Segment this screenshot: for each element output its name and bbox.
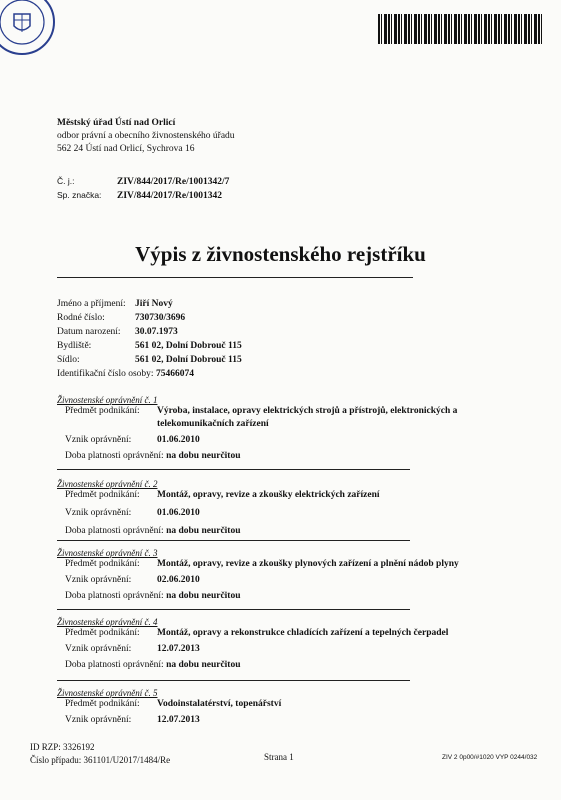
field-label: Vznik oprávnění: xyxy=(65,644,132,654)
field-label: Identifikační číslo osoby: xyxy=(57,369,154,379)
field-label: Doba platnosti oprávnění: xyxy=(65,591,164,601)
license-origin: 12.07.2013 xyxy=(157,715,200,725)
person-row xyxy=(57,353,242,367)
field-value: Jiří Nový xyxy=(135,299,173,309)
license-section xyxy=(57,395,497,463)
title-divider xyxy=(57,277,413,278)
footer-id-rzp: ID RZP: 3326192 xyxy=(30,742,95,752)
license-subject: Výroba, instalace, opravy elektrických strojů a přístrojů, elektronických a telekomunikačních zařízení xyxy=(157,406,458,429)
field-value: 730730/3696 xyxy=(135,313,186,323)
license-subject-row xyxy=(57,405,497,431)
field-label: Doba platnosti oprávnění: xyxy=(65,451,164,461)
license-section xyxy=(57,479,497,538)
license-section xyxy=(57,688,497,727)
license-origin-row xyxy=(57,507,497,520)
field-label: Jméno a příjmení: xyxy=(57,299,126,309)
license-validity: na dobu neurčitou xyxy=(166,451,241,461)
field-label: Předmět podnikání: xyxy=(65,699,140,709)
reference-label: Sp. značka: xyxy=(57,190,102,200)
license-origin: 12.07.2013 xyxy=(157,644,200,654)
field-label: Bydliště: xyxy=(57,341,92,351)
field-value: 75466074 xyxy=(155,369,194,379)
field-label: Sídlo: xyxy=(57,355,80,365)
form-code: ZIV 2 0p00/#1020 VYP 0244/032 xyxy=(442,754,538,761)
person-row xyxy=(57,311,242,325)
license-origin: 01.06.2010 xyxy=(157,435,200,445)
issuing-office xyxy=(57,117,235,156)
reference-label: Č. j.: xyxy=(57,176,75,186)
field-value: 561 02, Dolní Dobrouč 115 xyxy=(135,341,242,351)
document-barcode xyxy=(378,14,544,44)
license-origin-row xyxy=(57,434,497,447)
license-subject: Montáž, opravy, revize a zkoušky elektrických zařízení xyxy=(157,490,380,500)
license-validity-row xyxy=(57,590,497,603)
license-heading: Živnostenské oprávnění č. 2 xyxy=(57,479,158,489)
license-heading: Živnostenské oprávnění č. 5 xyxy=(57,688,158,698)
office-name: Městský úřad Ústí nad Orlicí xyxy=(57,118,176,128)
license-subject-row xyxy=(57,627,497,640)
license-section xyxy=(57,617,497,672)
license-validity-row xyxy=(57,659,497,672)
field-value: 561 02, Dolní Dobrouč 115 xyxy=(135,355,242,365)
reference-value: ZIV/844/2017/Re/1001342/7 xyxy=(117,177,230,187)
field-label: Předmět podnikání: xyxy=(65,628,140,638)
license-origin-row xyxy=(57,643,497,656)
office-department: odbor právní a obecního živnostenského úřadu xyxy=(57,131,235,141)
license-subject-row xyxy=(57,558,497,571)
footer-case-number: Číslo případu: 361101/U2017/1484/Re xyxy=(30,755,171,765)
person-row xyxy=(57,339,242,353)
license-validity-row xyxy=(57,450,497,463)
field-label: Předmět podnikání: xyxy=(65,406,140,416)
person-row xyxy=(57,325,242,339)
page-number: Strana 1 xyxy=(264,752,294,762)
section-divider xyxy=(57,680,410,681)
field-label: Doba platnosti oprávnění: xyxy=(65,660,164,670)
office-address: 562 24 Ústí nad Orlicí, Sychrova 16 xyxy=(57,144,195,154)
section-divider xyxy=(57,469,410,470)
field-label: Vznik oprávnění: xyxy=(65,575,132,585)
field-label: Datum narození: xyxy=(57,327,121,337)
license-subject: Vodoinstalatérství, topenářství xyxy=(157,699,282,709)
person-row xyxy=(57,297,242,311)
license-origin: 01.06.2010 xyxy=(157,508,200,518)
license-origin: 02.06.2010 xyxy=(157,575,200,585)
field-label: Doba platnosti oprávnění: xyxy=(65,526,164,536)
reference-row xyxy=(57,175,229,189)
field-label: Vznik oprávnění: xyxy=(65,508,132,518)
person-details xyxy=(57,297,242,381)
section-divider xyxy=(57,609,410,610)
license-origin-row xyxy=(57,714,497,727)
field-label: Vznik oprávnění: xyxy=(65,715,132,725)
license-validity: na dobu neurčitou xyxy=(166,526,241,536)
license-section xyxy=(57,548,497,603)
reference-row xyxy=(57,189,229,203)
field-label: Vznik oprávnění: xyxy=(65,435,132,445)
license-subject: Montáž, opravy a rekonstrukce chladících zařízení a tepelných čerpadel xyxy=(157,628,449,638)
license-validity: na dobu neurčitou xyxy=(166,591,241,601)
document-title: Výpis z živnostenského rejstříku xyxy=(135,242,426,266)
license-heading: Živnostenské oprávnění č. 3 xyxy=(57,548,158,558)
license-validity-row xyxy=(57,525,497,538)
footer-case-info xyxy=(30,741,170,767)
reference-block xyxy=(57,175,229,203)
license-subject-row xyxy=(57,698,497,711)
office-stamp xyxy=(0,0,60,60)
field-label: Rodné číslo: xyxy=(57,313,105,323)
license-validity: na dobu neurčitou xyxy=(166,660,241,670)
license-subject-row xyxy=(57,489,497,502)
field-value: 30.07.1973 xyxy=(135,327,178,337)
reference-value: ZIV/844/2017/Re/1001342 xyxy=(117,191,223,201)
license-origin-row xyxy=(57,574,497,587)
person-row xyxy=(57,367,242,381)
license-subject: Montáž, opravy, revize a zkoušky plynových zařízení a plnění nádob plyny xyxy=(157,559,459,569)
license-heading: Živnostenské oprávnění č. 1 xyxy=(57,395,158,405)
section-divider xyxy=(57,540,410,541)
license-heading: Živnostenské oprávnění č. 4 xyxy=(57,617,158,627)
field-label: Předmět podnikání: xyxy=(65,559,140,569)
field-label: Předmět podnikání: xyxy=(65,490,140,500)
